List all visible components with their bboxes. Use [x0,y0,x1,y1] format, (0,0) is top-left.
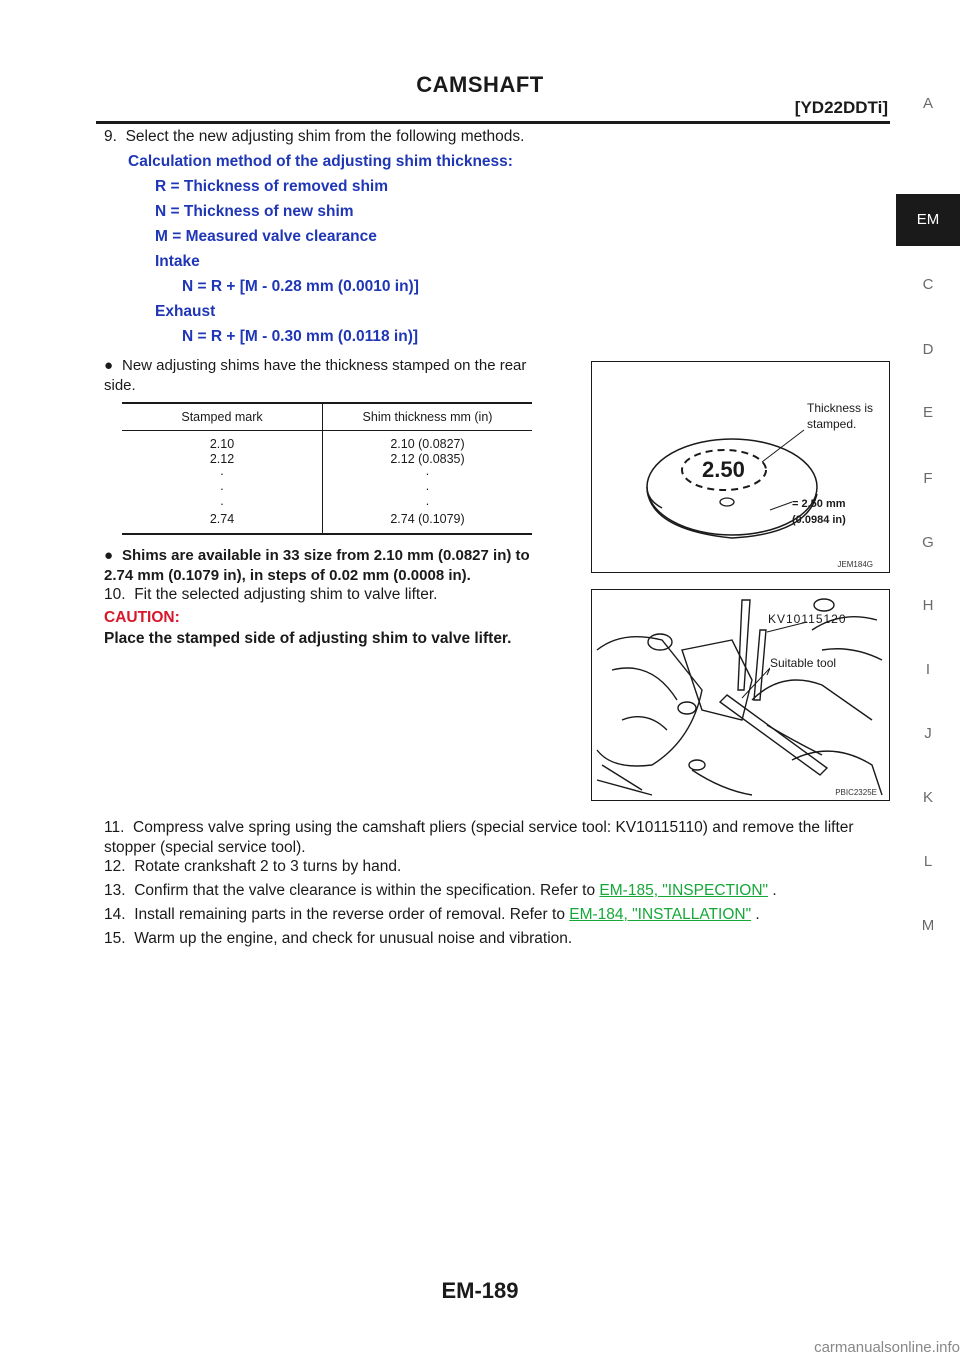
table-cell: 2.10 [209,437,235,451]
step-11 [104,818,894,838]
engine-model: [YD22DDTi] [794,98,888,117]
table-cell: 2.74 (0.1079) [390,512,465,526]
step-12-text: Rotate crankshaft 2 to 3 turns by hand. [134,858,402,875]
bullet-stamped [104,356,584,396]
step-11-line1: Compress valve spring using the camshaft pliers (special service tool: KV10115110) and remove the lifter [133,819,854,836]
table-cell: · [425,482,430,496]
step-11-number: 11. [104,819,125,836]
link-installation[interactable]: EM-184, "INSTALLATION" [569,906,752,923]
section-tab-l[interactable]: L [923,853,933,870]
exhaust-formula: N = R + [M - 0.30 mm (0.0118 in)] [182,328,419,345]
figure-tool-kv: KV10115120 [768,612,847,626]
link-inspection[interactable]: EM-185, "INSPECTION" [599,882,769,899]
def-m: M = Measured valve clearance [155,228,377,245]
step-13-tail: . [772,882,777,899]
table-cell: 2.12 (0.0835) [390,452,465,466]
table-cell: 2.10 (0.0827) [390,437,465,451]
table-row [122,431,532,535]
step-15 [104,929,572,949]
table-cell: · [219,482,225,496]
intake-label: Intake [155,253,200,270]
step-13 [104,881,894,901]
bullet-sizes-line2: 2.74 mm (0.1079 in), in steps of 0.02 mm (0.0008 in). [104,567,471,584]
step-14-number: 14. [104,906,126,923]
table-header: Shim thickness mm (in) [323,403,533,431]
figure-callout-thickness: Thickness is [807,401,874,415]
figure-stamp-value: 2.50 [702,457,745,482]
def-r: R = Thickness of removed shim [155,178,389,195]
step-9 [104,127,524,147]
table-cell: 2.12 [209,452,235,466]
table-cell: · [219,467,225,481]
watermark: carmanualsonline.info [814,1339,960,1356]
table-cell: · [425,467,430,481]
bullet-sizes [104,546,584,586]
section-tab-e[interactable]: E [922,404,933,421]
bullet-dot: ● [104,547,114,564]
bullet-stamped-line2: side. [104,377,136,394]
bullet-sizes-line1: Shims are available in 33 size from 2.10 mm (0.0827 in) to [122,547,530,564]
step-13-text: Confirm that the valve clearance is within the specification. Refer to [134,882,596,899]
step-9-number: 9. [104,128,117,145]
shim-table [122,402,532,535]
section-tab-f[interactable]: F [923,470,933,487]
section-tab-a[interactable]: A [922,95,933,112]
bullet-dot: ● [104,357,114,374]
step-9-text: Select the new adjusting shim from the following methods. [125,128,525,145]
figure-id: PBIC2325E [835,788,877,797]
table-cell: · [425,497,430,511]
step-11-cont [104,838,306,858]
step-13-number: 13. [104,882,126,899]
page-title: CAMSHAFT [416,72,544,97]
exhaust-label: Exhaust [155,303,216,320]
step-14-tail: . [755,906,760,923]
table-cell: · [219,497,225,511]
table-cell: 2.74 [209,512,235,526]
bullet-stamped-line1: New adjusting shims have the thickness stamped on the rear [122,357,527,374]
step-15-text: Warm up the engine, and check for unusual noise and vibration. [134,930,573,947]
intake-formula: N = R + [M - 0.28 mm (0.0010 in)] [182,278,419,295]
section-tab-m[interactable]: M [921,917,935,934]
step-14-text: Install remaining parts in the reverse order of removal. Refer to [134,906,565,923]
figure-dimension-in: (0.0984 in) [792,514,846,526]
step-10-text: Fit the selected adjusting shim to valve lifter. [134,586,438,603]
step-15-number: 15. [104,930,126,947]
section-tab-g[interactable]: G [922,534,934,551]
figure-tool-suitable: Suitable tool [770,656,837,670]
step-12-number: 12. [104,858,126,875]
page-number: EM-189 [441,1278,519,1303]
step-12 [104,857,401,877]
caution-label: CAUTION: [104,609,180,626]
section-tab-i[interactable]: I [925,661,931,678]
figure-id: JEM184G [837,560,873,569]
caution-text: Place the stamped side of adjusting shim to valve lifter. [104,630,512,647]
calc-title: Calculation method of the adjusting shim thickness: [128,153,513,170]
step-10-number: 10. [104,586,126,603]
figure-callout-stamped: stamped. [807,417,857,431]
step-14 [104,905,894,925]
section-tab-j[interactable]: J [924,725,932,742]
section-tab-h[interactable]: H [922,597,934,614]
step-10 [104,585,437,605]
section-tab-k[interactable]: K [922,789,933,806]
section-tab-c[interactable]: C [922,276,934,293]
header-rule [96,121,890,124]
section-tab-d[interactable]: D [922,341,934,358]
figure-dimension-mm: = 2.50 mm [792,498,846,510]
table-header: Stamped mark [122,403,323,431]
step-11-line2: stopper (special service tool). [104,839,306,856]
def-n: N = Thickness of new shim [155,203,354,220]
figure-tool [591,589,890,801]
section-tab-em[interactable]: EM [896,194,960,246]
figure-shim [591,361,890,573]
